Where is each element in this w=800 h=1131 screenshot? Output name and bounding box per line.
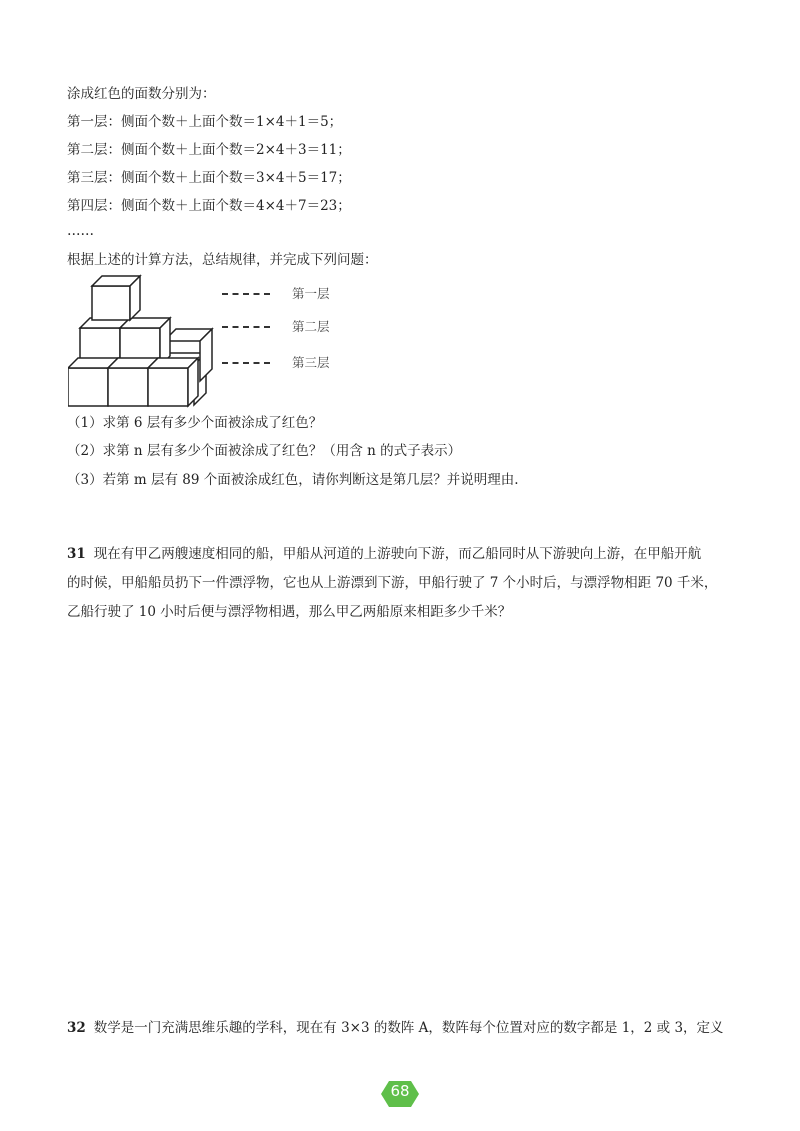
question-text: 现在有甲乙两艘速度相同的船，甲船从河道的上游驶向下游，而乙船同时从下游驶向上游，在甲船开航 — [93, 546, 702, 562]
cube-pyramid-figure — [68, 273, 228, 409]
instruction: 根据上述的计算方法，总结规律，并完成下列问题： — [67, 252, 378, 268]
question-number: 31 — [67, 546, 86, 562]
cube — [148, 358, 198, 406]
cube — [92, 276, 140, 320]
layer-line-2: 第二层：侧面个数＋上面个数＝2×4＋3＝11； — [67, 142, 351, 158]
layer-label-2: 第二层 — [292, 319, 330, 334]
question-31-line-2: 的时候，甲船船员扔下一件漂浮物，它也从上游漂到下游，甲船行驶了 7 个小时后，与漂浮物相距 70 千米， — [67, 575, 718, 591]
question-31-line-1 — [67, 544, 701, 564]
question-32-line-1 — [67, 1018, 724, 1038]
layer-dash-3 — [222, 362, 270, 364]
question-31-line-3: 乙船行驶了 10 小时后便与漂浮物相遇，那么甲乙两船原来相距多少千米？ — [67, 604, 512, 620]
question-text: 数学是一门充满思维乐趣的学科，现在有 3×3 的数阵 A，数阵每个位置对应的数字都是 1，2 或 3，定义 — [93, 1020, 724, 1036]
subquestion-2: （2）求第 n 层有多少个面被涂成了红色？（用含 n 的式子表示） — [67, 443, 462, 459]
subquestion-3: （3）若第 m 层有 89 个面被涂成红色，请你判断这是第几层？并说明理由. — [67, 472, 519, 488]
layer-line-3: 第三层：侧面个数＋上面个数＝3×4＋5＝17； — [67, 170, 351, 186]
layer-dash-1 — [222, 293, 270, 295]
question-number: 32 — [67, 1020, 86, 1036]
layer-label-3: 第三层 — [292, 355, 330, 370]
subquestion-1: （1）求第 6 层有多少个面被涂成了红色？ — [67, 415, 323, 431]
layer-line-1: 第一层：侧面个数＋上面个数＝1×4＋1＝5； — [67, 114, 343, 130]
page-number: 68 — [390, 1082, 410, 1100]
ellipsis: …… — [67, 223, 94, 239]
layer-line-4: 第四层：侧面个数＋上面个数＝4×4＋7＝23； — [67, 198, 351, 214]
intro-heading: 涂成红色的面数分别为： — [67, 86, 216, 102]
layer-dash-2 — [222, 326, 270, 328]
layer-label-1: 第一层 — [292, 286, 330, 301]
